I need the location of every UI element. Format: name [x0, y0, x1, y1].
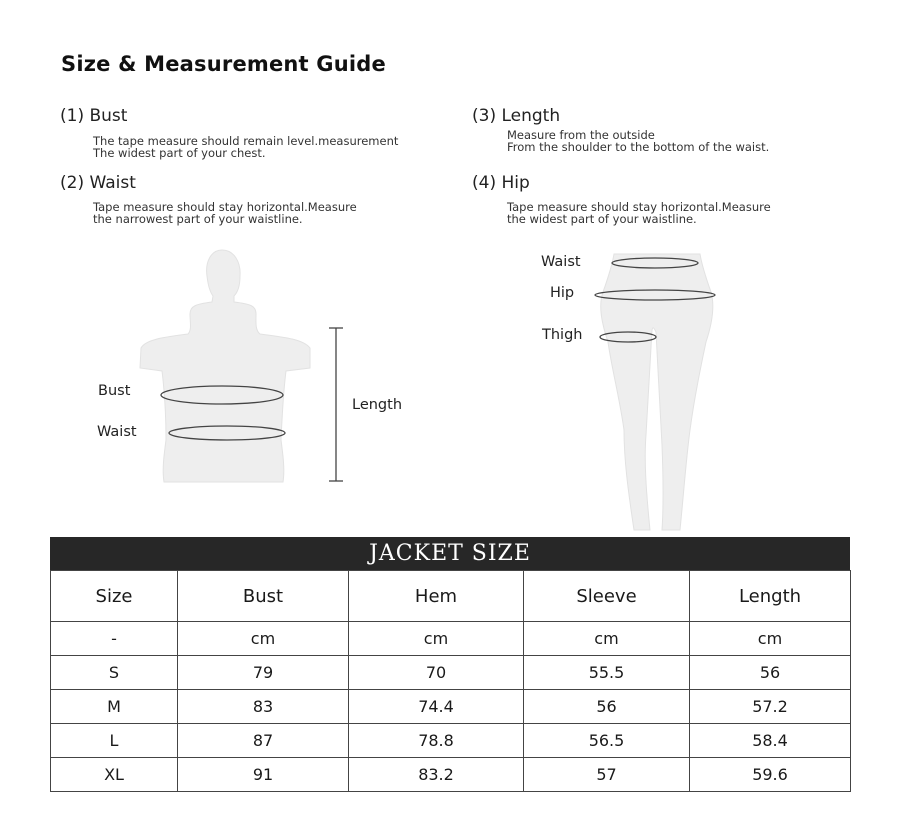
upper-bust-label: Bust: [98, 383, 131, 399]
table-cell: 83.2: [349, 758, 524, 792]
upper-waist-label: Waist: [97, 424, 137, 440]
table-header-row: [51, 571, 851, 622]
table-cell: -: [51, 622, 178, 656]
table-cell: L: [51, 724, 178, 758]
table-cell: 58.4: [690, 724, 851, 758]
guide-hip-line-1: Tape measure should stay horizontal.Measure: [507, 200, 771, 214]
column-header-length: Length: [690, 571, 851, 622]
table-cell: 57: [524, 758, 690, 792]
column-header-bust: Bust: [178, 571, 349, 622]
table-cell: cm: [524, 622, 690, 656]
column-header-size: Size: [51, 571, 178, 622]
guide-length-line-2: From the shoulder to the bottom of the waist.: [507, 140, 770, 154]
table-row: [51, 758, 851, 792]
table-cell: M: [51, 690, 178, 724]
table-cell: 74.4: [349, 690, 524, 724]
table-cell: 59.6: [690, 758, 851, 792]
table-row: [51, 724, 851, 758]
table-title: JACKET SIZE: [50, 537, 850, 570]
table-cell: 87: [178, 724, 349, 758]
lower-waist-label: Waist: [541, 254, 581, 270]
guide-length-line-1: Measure from the outside: [507, 128, 655, 142]
column-header-hem: Hem: [349, 571, 524, 622]
table-cell: 56: [690, 656, 851, 690]
guide-bust-line-2: The widest part of your chest.: [93, 146, 266, 160]
table-row: [51, 622, 851, 656]
table-cell: 79: [178, 656, 349, 690]
table-cell: 57.2: [690, 690, 851, 724]
size-grid: [50, 570, 851, 792]
guide-hip-heading: (4) Hip: [472, 173, 530, 193]
table-cell: 56: [524, 690, 690, 724]
table-cell: 83: [178, 690, 349, 724]
guide-bust-heading: (1) Bust: [60, 106, 128, 126]
table-cell: cm: [178, 622, 349, 656]
upper-length-label: Length: [352, 397, 403, 413]
guide-length-heading: (3) Length: [472, 106, 561, 126]
table-row: [51, 690, 851, 724]
table-cell: 78.8: [349, 724, 524, 758]
lower-thigh-label: Thigh: [542, 327, 583, 343]
guide-waist-line-2: the narrowest part of your waistline.: [93, 212, 303, 226]
guide-hip-line-2: the widest part of your waistline.: [507, 212, 697, 226]
table-cell: 91: [178, 758, 349, 792]
lower-hip-label: Hip: [550, 285, 575, 301]
guide-waist-line-1: Tape measure should stay horizontal.Measure: [93, 200, 357, 214]
table-cell: XL: [51, 758, 178, 792]
jacket-size-table: [50, 537, 850, 794]
table-cell: 70: [349, 656, 524, 690]
table-cell: 55.5: [524, 656, 690, 690]
column-header-sleeve: Sleeve: [524, 571, 690, 622]
legs-silhouette-icon: [601, 254, 713, 530]
guide-bust-line-1: The tape measure should remain level.measurement: [93, 134, 399, 148]
table-cell: S: [51, 656, 178, 690]
table-cell: cm: [349, 622, 524, 656]
page-title: Size & Measurement Guide: [61, 52, 386, 76]
table-row: [51, 656, 851, 690]
table-cell: cm: [690, 622, 851, 656]
table-cell: 56.5: [524, 724, 690, 758]
guide-waist-heading: (2) Waist: [60, 173, 136, 193]
